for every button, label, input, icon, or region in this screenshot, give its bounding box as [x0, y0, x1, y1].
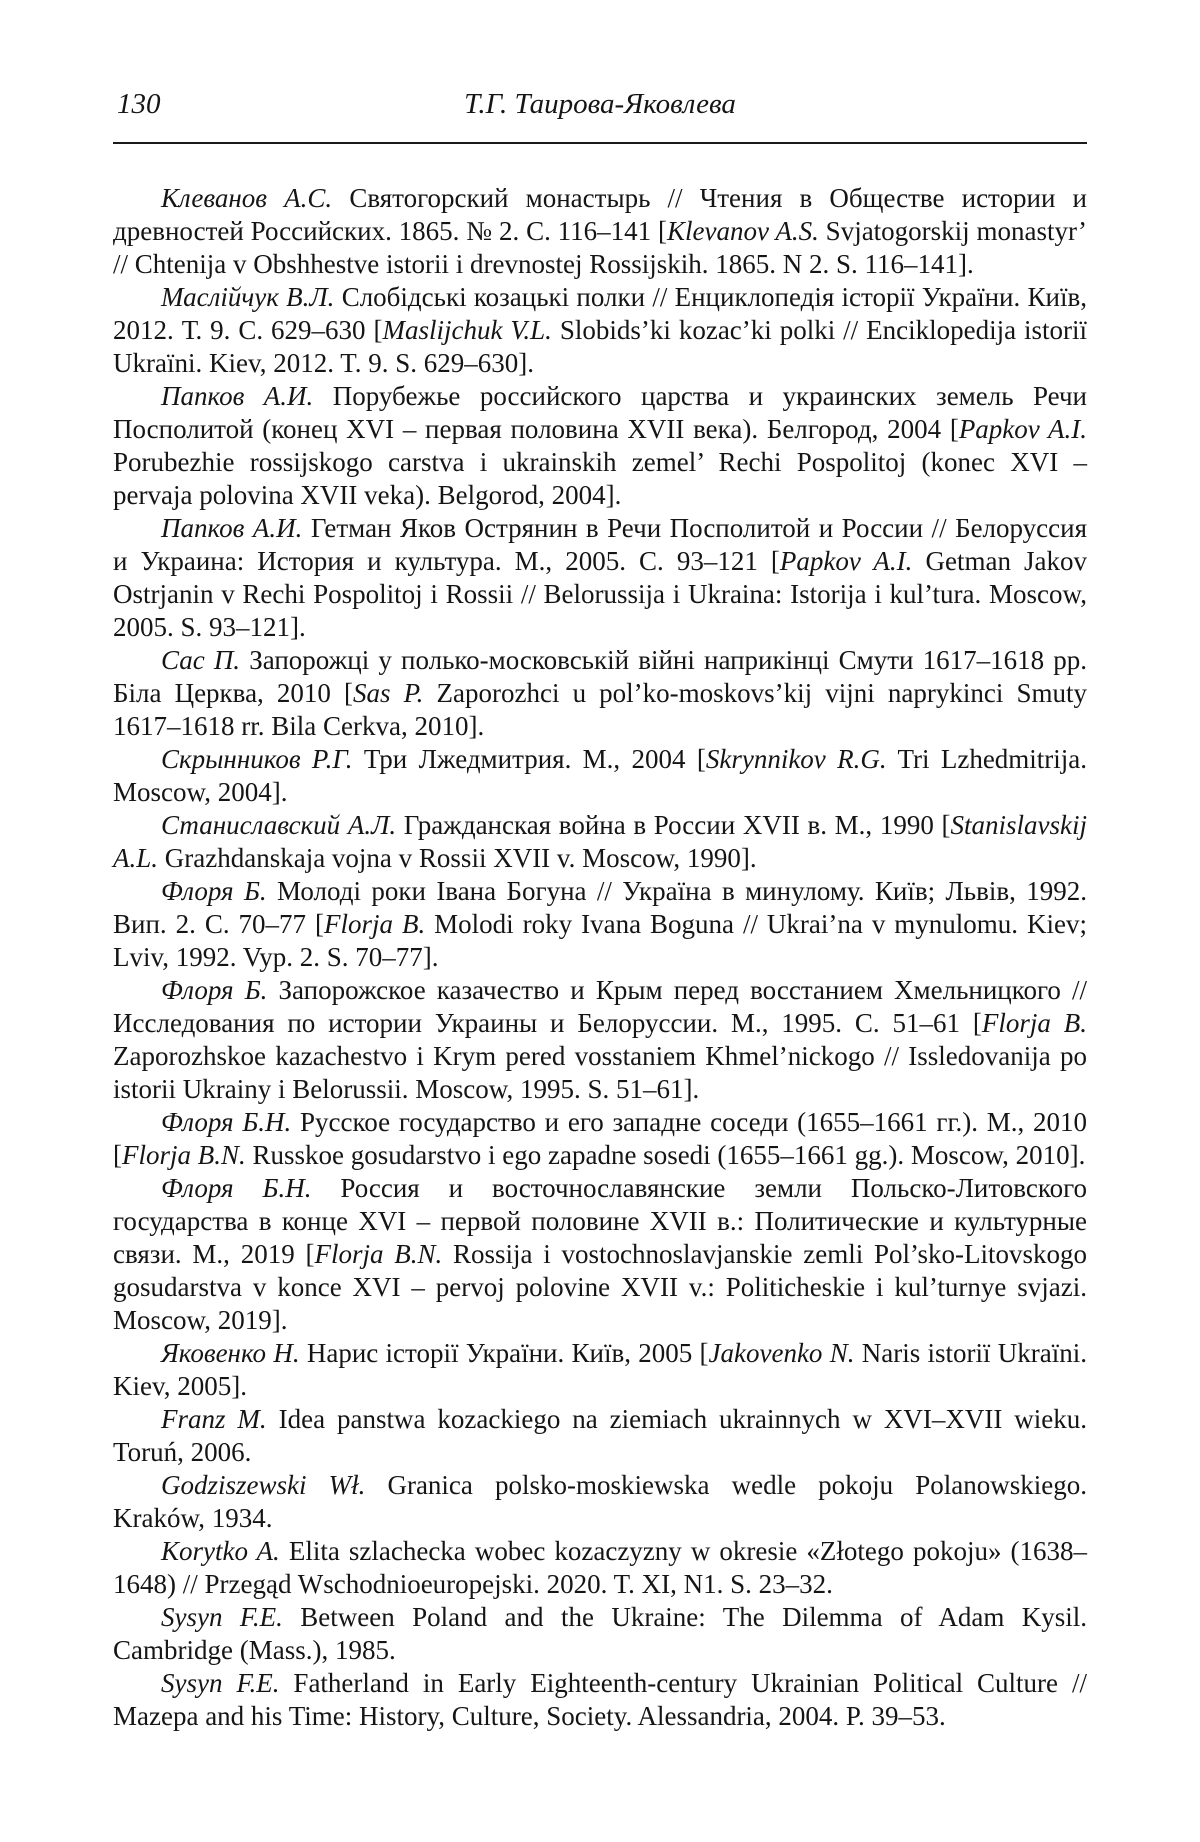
entry-author: Skrynnikov R.G.: [705, 744, 887, 774]
entry-author: Скрынников Р.Г.: [161, 744, 353, 774]
entry-text: Grazhdanskaja vojna v Rossii XVII v. Moscow, 1990].: [158, 843, 757, 873]
entry-text: Idea panstwa kozackiego na ziemiach ukrainnych w XVI–XVII wieku. Toruń, 2006.: [113, 1404, 1087, 1467]
entry-author: Franz M.: [161, 1404, 267, 1434]
bibliography-entry: [113, 644, 1087, 743]
page-number: 130: [117, 88, 161, 120]
bibliography-entry: [113, 281, 1087, 380]
entry-text: Порубежье российского царства и украинских земель Речи Посполитой (конец XVI – первая половина XVII века). Белгород, 2004 [: [113, 381, 1088, 444]
entry-text: Rossija i vostochnoslavjanskie zemli Pol’sko-Litovskogo gosudarstva v konce XVI – pervoj polovine XVII v.: Politicheskie i kul’turnye svjazi. Moscow, 2019].: [113, 1239, 1087, 1335]
bibliography-entry: [113, 380, 1087, 512]
bibliography-entry: [113, 1601, 1087, 1667]
entry-author: Папков А.И.: [161, 513, 303, 543]
entry-author: Jakovenko N.: [708, 1338, 855, 1368]
entry-text: Россия и восточнославянские земли Польско-Литовского государства в конце XVI – первой половине XVII в.: Политические и культурные связи. М., 2019 [: [113, 1173, 1087, 1269]
entry-author: Флоря Б.: [161, 975, 268, 1005]
entry-author: Флоря Б.: [161, 876, 267, 906]
entry-text: Elita szlachecka wobec kozaczyzny w okresie «Złotego pokoju» (1638–1648) // Przegąd Wschodnioeuropejski. 2020. T. XI, N1. S. 23–32.: [113, 1536, 1087, 1599]
bibliography-entry: [113, 182, 1087, 281]
entry-text: Fatherland in Early Eighteenth-century Ukrainian Political Culture // Mazepa and his Time: History, Culture, Society. Alessandria, 2004. P. 39–53.: [113, 1668, 1087, 1731]
bibliography-entry: [113, 1403, 1087, 1469]
entry-author: Korytko A.: [161, 1536, 280, 1566]
entry-text: Naris istoriï Ukraïni. Kiev, 2005].: [113, 1338, 1088, 1401]
book-page: [113, 88, 1087, 1733]
entry-text: Slobids’ki kozac’ki polki // Enciklopedija istoriï Ukraïni. Kiev, 2012. T. 9. S. 629–630].: [113, 315, 1087, 378]
entry-author: Sas P.: [353, 678, 424, 708]
entry-author: Maslijchuk V.L.: [382, 315, 552, 345]
running-header: [113, 88, 1087, 126]
running-head-title: Т.Г. Таирова-Яковлева: [464, 88, 736, 120]
entry-text: Zaporozhci u pol’ko-moskovs’kij vijni naprykinci Smuty 1617–1618 rr. Bila Cerkva, 2010].: [113, 678, 1087, 741]
entry-author: Florja B.: [981, 1008, 1087, 1038]
entry-text: Porubezhie rossijskogo carstva i ukrainskih zemel’ Rechi Pospolitoj (konec XVI – pervaja polovina XVII veka). Belgorod, 2004].: [113, 447, 1087, 510]
entry-text: Слобідські козацькі полки // Енциклопедія історії України. Київ, 2012. Т. 9. С. 629–630 [: [113, 282, 1087, 345]
entry-author: Сас П.: [161, 645, 241, 675]
bibliography-entry: [113, 1667, 1087, 1733]
bibliography-entry: [113, 512, 1087, 644]
entry-text: Святогорский монастырь // Чтения в Обществе истории и древностей Российских. 1865. № 2. С. 116–141 [: [113, 183, 1087, 246]
entry-author: Florja B.N.: [122, 1140, 246, 1170]
bibliography-entry: [113, 743, 1087, 809]
entry-author: Флоря Б.Н.: [161, 1173, 312, 1203]
entry-author: Florja B.: [324, 909, 426, 939]
entry-text: Zaporozhskoe kazachestvo i Krym pered vosstaniem Khmel’nickogo // Issledovanija po istorii Ukrainy i Belorussii. Moscow, 1995. S. 51–61].: [113, 1041, 1087, 1104]
entry-text: Getman Jakov Ostrjanin v Rechi Pospolitoj i Rossii // Belorussija i Ukraina: Istorija i kul’tura. Moscow, 2005. S. 93–121].: [113, 546, 1087, 642]
entry-text: Svjatogorskij monastyr’ // Chtenija v Obshhestve istorii i drevnostej Rossijskih. 1865. N 2. S. 116–141].: [113, 216, 1088, 279]
entry-text: Tri Lzhedmitrija. Moscow, 2004].: [113, 744, 1088, 807]
entry-author: Papkov A.I.: [958, 414, 1087, 444]
entry-author: Папков А.И.: [161, 381, 314, 411]
entry-text: Три Лжедмитрия. М., 2004 [: [352, 744, 706, 774]
header-rule: [113, 142, 1087, 144]
entry-author: Станиславский А.Л.: [161, 810, 397, 840]
bibliography-entry: [113, 1535, 1087, 1601]
entry-text: Granica polsko-moskiewska wedle pokoju Polanowskiego. Kraków, 1934.: [113, 1470, 1088, 1533]
entry-text: Запорожці у полько-московській війні наприкінці Смути 1617–1618 рр. Біла Церква, 2010 [: [113, 645, 1087, 708]
entry-author: Sysyn F.E.: [161, 1602, 283, 1632]
bibliography: [113, 182, 1087, 1733]
entry-text: Molodi roky Ivana Boguna // Ukrai’na v mynulomu. Kiev; Lviv, 1992. Vyp. 2. S. 70–77].: [113, 909, 1087, 972]
bibliography-entry: [113, 1172, 1087, 1337]
entry-text: Молоді роки Івана Богуна // Україна в минулому. Київ; Львів, 1992. Вип. 2. С. 70–77 [: [113, 876, 1087, 939]
bibliography-entry: [113, 1337, 1087, 1403]
entry-author: Клеванов А.С.: [161, 183, 333, 213]
entry-author: Яковенко Н.: [161, 1338, 300, 1368]
entry-text: Russkoe gosudarstvo i ego zapadne sosedi (1655–1661 gg.). Moscow, 2010].: [245, 1140, 1086, 1170]
bibliography-entry: [113, 809, 1087, 875]
entry-text: Гетман Яков Острянин в Речи Посполитой и России // Белоруссия и Украина: История и культура. М., 2005. С. 93–121 [: [113, 513, 1088, 576]
entry-text: Русское государство и его западне соседи (1655–1661 гг.). М., 2010 [: [113, 1107, 1087, 1170]
bibliography-entry: [113, 1106, 1087, 1172]
entry-text: Нарис історії України. Київ, 2005 [: [299, 1338, 709, 1368]
entry-text: Гражданская война в России XVII в. М., 1990 [: [396, 810, 951, 840]
entry-author: Papkov A.I.: [779, 546, 913, 576]
bibliography-entry: [113, 1469, 1087, 1535]
entry-text: Запорожское казачество и Крым перед восстанием Хмельницкого // Исследования по истории Украины и Белоруссии. М., 1995. С. 51–61 [: [113, 975, 1088, 1038]
entry-author: Sysyn F.E.: [161, 1668, 280, 1698]
bibliography-entry: [113, 974, 1087, 1106]
entry-author: Klevanov A.S.: [667, 216, 819, 246]
bibliography-entry: [113, 875, 1087, 974]
entry-author: Stanislavskij A.L.: [113, 810, 1087, 873]
entry-author: Маслійчук В.Л.: [161, 282, 335, 312]
entry-text: Between Poland and the Ukraine: The Dilemma of Adam Kysil. Cambridge (Mass.), 1985.: [113, 1602, 1087, 1665]
entry-author: Флоря Б.Н.: [161, 1107, 292, 1137]
entry-author: Florja B.N.: [314, 1239, 443, 1269]
entry-author: Godziszewski Wł.: [161, 1470, 366, 1500]
